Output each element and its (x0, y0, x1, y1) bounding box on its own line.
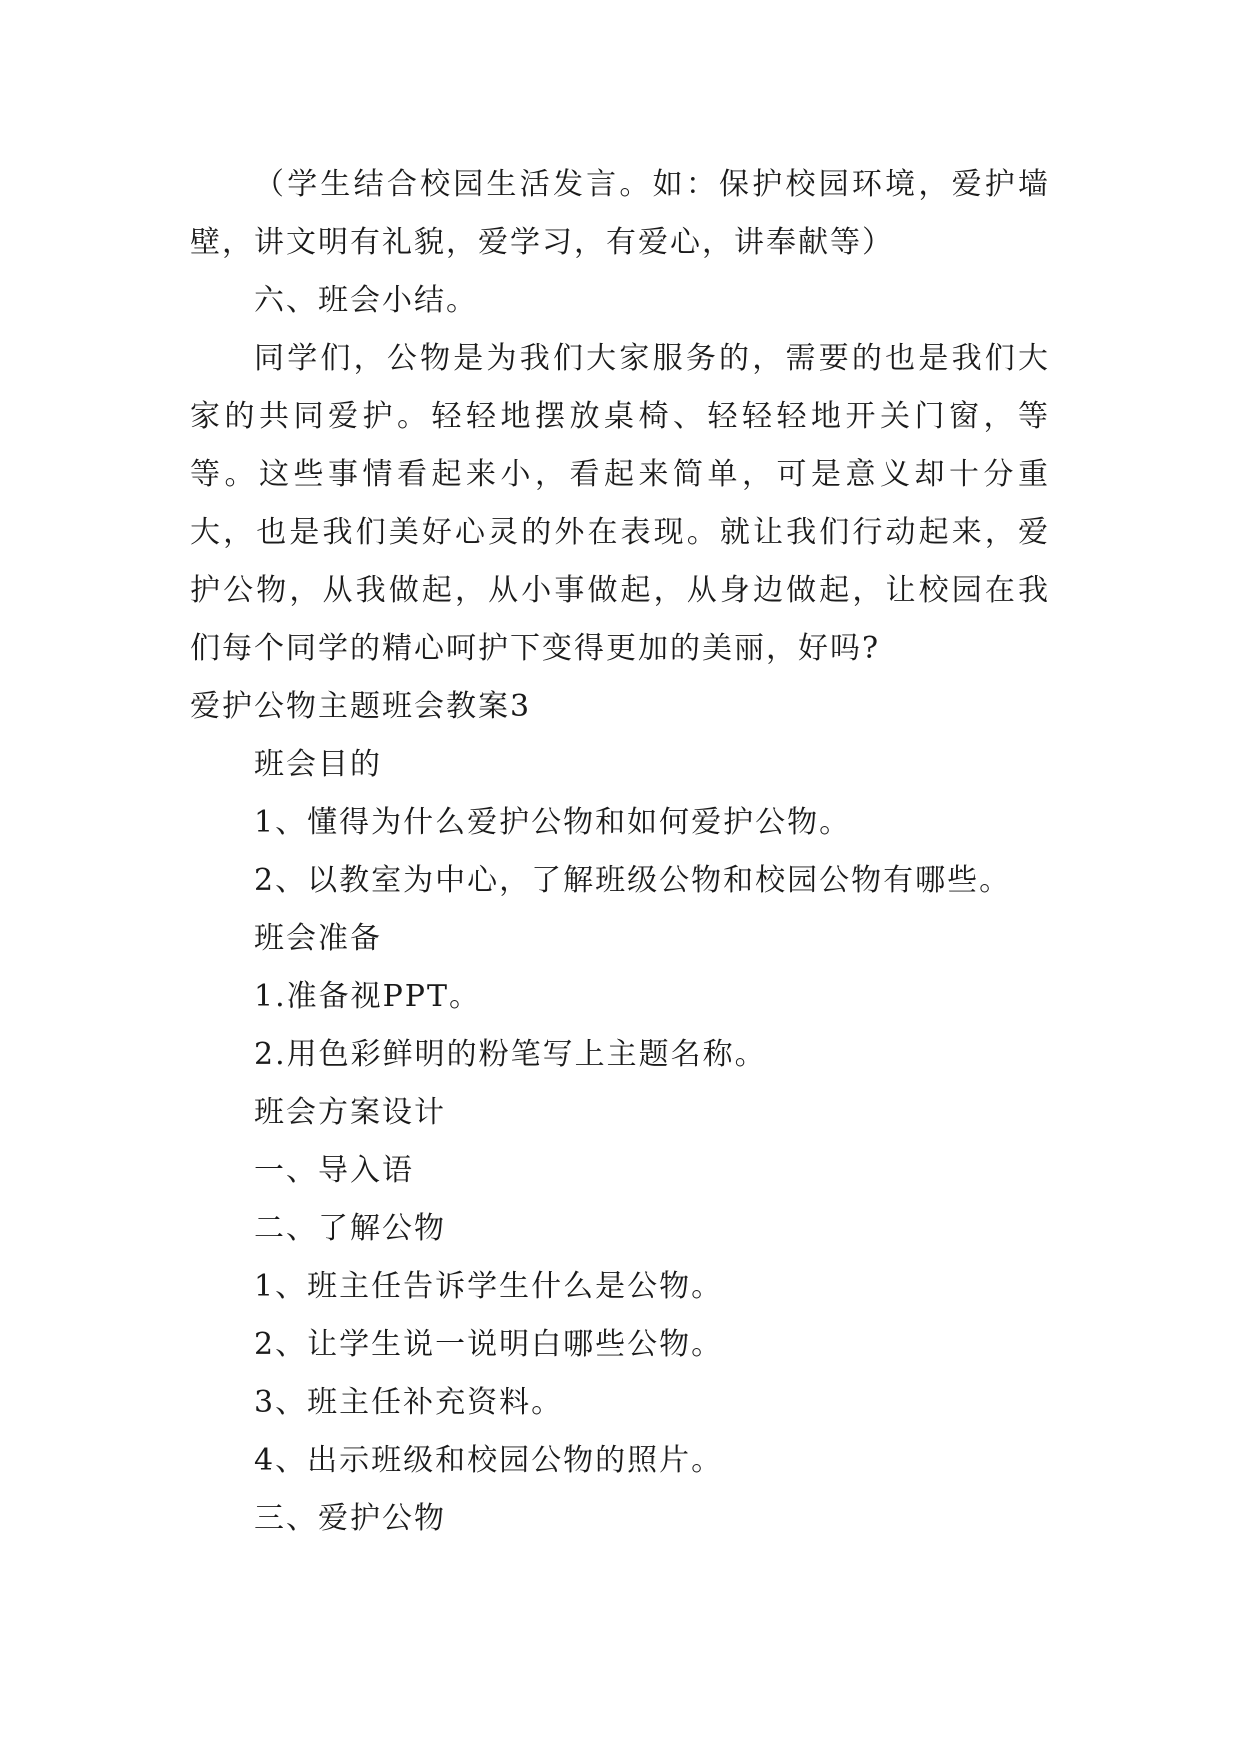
paragraph-student-speech: （学生结合校园生活发言。如：保护校园环境，爱护墙壁，讲文明有礼貌，爱学习，有爱心，讲奉献等） (190, 167, 1050, 260)
section-title: 爱护公物主题班会教案3 (190, 689, 532, 724)
heading-class-preparation: 班会准备 (254, 921, 382, 956)
heading-understand-public-property: 二、了解公物 (254, 1211, 446, 1246)
list-item-understand-3: 3、班主任补充资料。 (254, 1385, 564, 1420)
list-item-goal-2: 2、以教室为中心，了解班级公物和校园公物有哪些。 (254, 863, 1012, 898)
heading-introduction: 一、导入语 (254, 1153, 414, 1188)
list-item-understand-4: 4、出示班级和校园公物的照片。 (254, 1443, 724, 1478)
list-item-prep-2: 2.用色彩鲜明的粉笔写上主题名称。 (254, 1037, 767, 1072)
document-body (190, 156, 1050, 1548)
heading-plan-design: 班会方案设计 (254, 1095, 446, 1130)
list-item-prep-1: 1.准备视PPT。 (254, 979, 482, 1014)
heading-class-goal: 班会目的 (254, 747, 382, 782)
heading-protect-public-property: 三、爱护公物 (254, 1501, 446, 1536)
paragraph-summary-text: 同学们，公物是为我们大家服务的，需要的也是我们大家的共同爱护。轻轻地摆放桌椅、轻轻轻地开关门窗，等等。这些事情看起来小，看起来简单，可是意义却十分重大，也是我们美好心灵的外在表现。就让我们行动起来，爱护公物，从我做起，从小事做起，从身边做起，让校园在我们每个同学的精心呵护下变得更加的美丽，好吗? (190, 341, 1050, 666)
list-item-goal-1: 1、懂得为什么爱护公物和如何爱护公物。 (254, 805, 852, 840)
heading-class-summary: 六、班会小结。 (254, 283, 478, 318)
list-item-understand-2: 2、让学生说一说明白哪些公物。 (254, 1327, 724, 1362)
list-item-understand-1: 1、班主任告诉学生什么是公物。 (254, 1269, 724, 1304)
